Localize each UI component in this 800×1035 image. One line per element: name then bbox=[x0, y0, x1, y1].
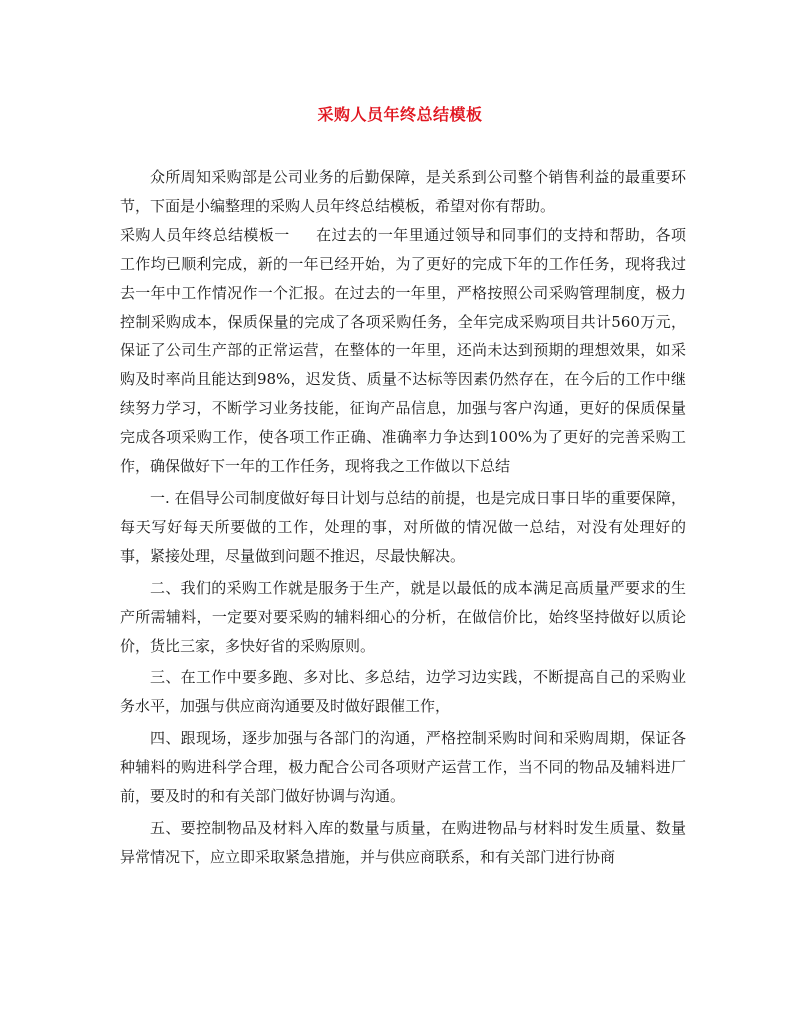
list-item: 三、在工作中要多跑、多对比、多总结，边学习边实践，不断提高自己的采购业务水平，加强与供应商沟通要及时做好跟催工作， bbox=[120, 668, 686, 716]
intro-paragraph: 众所周知采购部是公司业务的后勤保障，是关系到公司整个销售利益的最重要环节，下面是小编整理的采购人员年终总结模板，希望对你有帮助。 bbox=[120, 168, 686, 215]
document-body bbox=[120, 163, 686, 875]
section-body: 在过去的一年里通过领导和同事们的支持和帮助，各项工作均已顺利完成，新的一年已经开始，为了更好的完成下年的工作任务，现将我过去一年中工作情况作一个汇报。在过去的一年里，严格按照公司采购管理制度，极力控制采购成本，保质保量的完成了各项采购任务，全年完成采购项目共计560万元，保证了公司生产部的正常运营，在整体的一年里，还尚未达到预期的理想效果，如采购及时率尚且能达到98%，迟发货、质量不达标等因素仍然存在，在今后的工作中继续努力学习，不断学习业务技能，征询产品信息，加强与客户沟通，更好的保质保量完成各项采购工作，使各项工作正确、准确率力争达到100%为了更好的完善采购工作，确保做好下一年的工作任务，现将我之工作做以下总结 bbox=[120, 225, 686, 476]
list-item: 四、跟现场，逐步加强与各部门的沟通，严格控制采购时间和采购周期，保证各种辅料的购进科学合理，极力配合公司各项财产运营工作，当不同的物品及辅料进厂前，要及时的和有关部门做好协调与沟通。 bbox=[120, 729, 686, 806]
list-item: 一. 在倡导公司制度做好每日计划与总结的前提，也是完成日事日毕的重要保障，每天写好每天所要做的工作，处理的事，对所做的情况做一总结，对没有处理好的事，紧接处理，尽量做到问题不推迟，尽最快解决。 bbox=[120, 488, 686, 565]
list-item: 二、我们的采购工作就是服务于生产，就是以最低的成本满足高质量严要求的生产所需辅料，一定要对要采购的辅料细心的分析，在做信价比，始终坚持做好以质论价，货比三家，多快好省的采购原则。 bbox=[120, 578, 686, 655]
list-item: 五、要控制物品及材料入库的数量与质量，在购进物品与材料时发生质量、数量异常情况下，应立即采取紧急措施，并与供应商联系，和有关部门进行协商 bbox=[120, 818, 686, 866]
document-title: 采购人员年终总结模板 bbox=[317, 105, 483, 124]
section-heading: 采购人员年终总结模板一 bbox=[120, 225, 290, 244]
section-paragraph bbox=[120, 221, 686, 481]
